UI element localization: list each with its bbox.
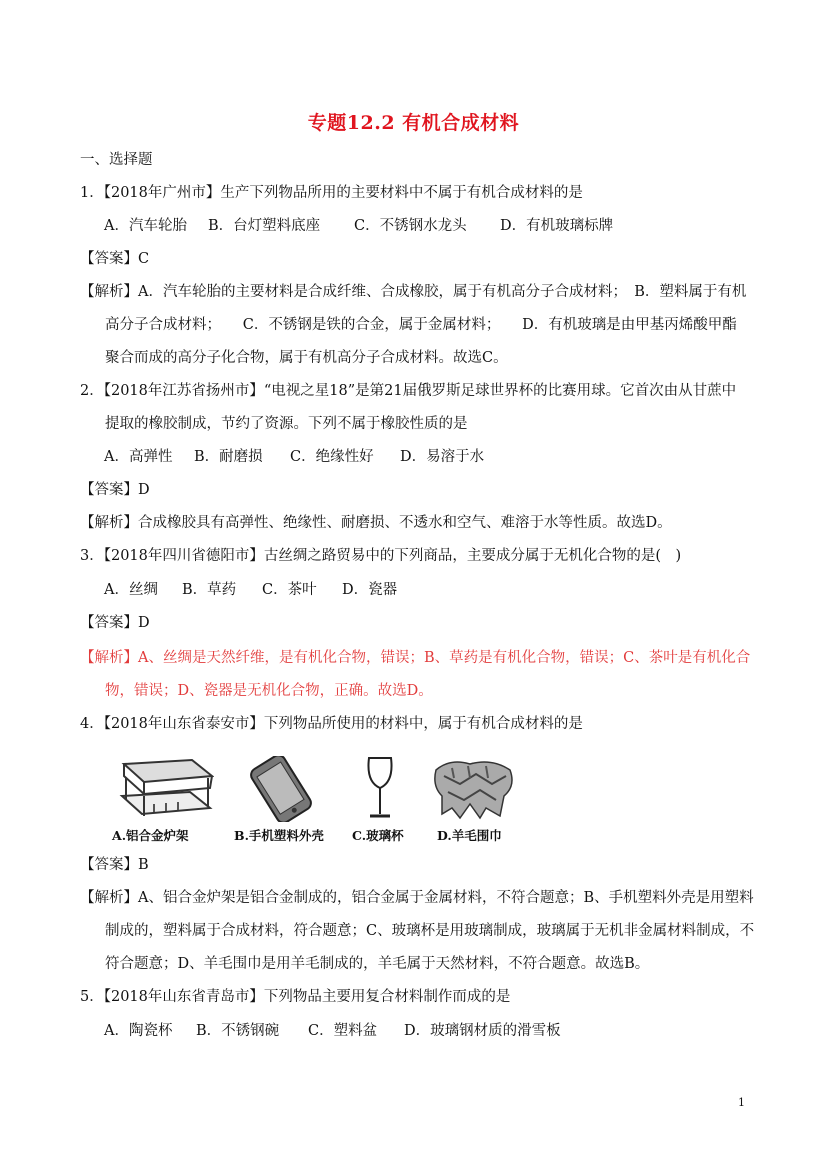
question-4-analysis-line: 【解析】A、铝合金炉架是铝合金制成的，铝合金属于金属材料，不符合题意；B、手机塑料外壳是用塑料 [80,890,754,906]
option-b: B．不锈钢碗 [196,1023,280,1039]
phone-case-image [240,756,322,822]
question-4-stem: 4．【2018年山东省泰安市】下列物品所使用的材料中，属于有机合成材料的是 [80,716,583,732]
question-1-stem: 1．【2018年广州市】生产下列物品所用的主要材料中不属于有机合成材料的是 [80,185,583,201]
option-d: D．有机玻璃标牌 [500,218,614,234]
option-a: A．陶瓷杯 [104,1023,173,1039]
question-3-analysis-line: 【解析】A、丝绸是天然纤维，是有机化合物，错误；B、草药是有机化合物，错误；C、茶叶是有机化合 [80,650,751,666]
figure-caption-d: D.羊毛围巾 [437,828,502,843]
question-1-analysis-line: 高分子合成材料； C．不锈钢是铁的合金，属于金属材料； D．有机玻璃是由甲基丙烯酸甲酯 [105,317,737,333]
option-d: D．玻璃钢材质的滑雪板 [404,1023,561,1039]
question-1-answer: 【答案】C [80,251,150,267]
figure-caption-c: C.玻璃杯 [352,828,404,843]
question-1-options [104,216,613,236]
section-heading: 一、选择题 [80,152,153,168]
page-title: 专题12.2 有机合成材料 [307,112,520,134]
figure-caption-a: A.铝合金炉架 [112,828,189,843]
wool-scarf-image [430,756,516,822]
question-4-analysis-line: 符合题意；D、羊毛围巾是用羊毛制成的，羊毛属于天然材料，不符合题意。故选B。 [105,956,650,972]
question-2-analysis-line: 【解析】合成橡胶具有高弹性、绝缘性、耐磨损、不透水和空气、难溶于水等性质。故选D。 [80,515,672,531]
question-5-options [104,1021,561,1041]
glass-cup-image [360,756,400,822]
question-3-answer: 【答案】D [80,615,150,631]
question-1-analysis-line: 【解析】A．汽车轮胎的主要材料是合成纤维、合成橡胶，属于有机高分子合成材料； B．塑料属于有机 [80,284,747,300]
stove-rack-image [114,756,214,822]
question-3-options [104,580,397,600]
option-c: C．茶叶 [262,582,317,598]
option-a: A．高弹性 [104,449,173,465]
option-a: A．汽车轮胎 [104,218,187,234]
question-4-figures [112,756,532,848]
question-4-answer: 【答案】B [80,857,149,873]
question-2-stem-cont: 提取的橡胶制成，节约了资源。下列不属于橡胶性质的是 [105,416,468,432]
question-4-analysis-line: 制成的，塑料属于合成材料，符合题意；C、玻璃杯是用玻璃制成，玻璃属于无机非金属材料制成，不 [105,923,755,939]
option-c: C．塑料盆 [308,1023,378,1039]
option-b: B．台灯塑料底座 [208,218,321,234]
option-b: B．耐磨损 [194,449,263,465]
question-2-stem: 2．【2018年江苏省扬州市】“电视之星18”是第21届俄罗斯足球世界杯的比赛用球。它首次由从甘蔗中 [80,383,737,399]
page-number: 1 [738,1096,745,1109]
figure-caption-b: B.手机塑料外壳 [234,828,324,843]
option-c: C．绝缘性好 [290,449,374,465]
question-2-options [104,447,484,467]
option-d: D．易溶于水 [400,449,485,465]
option-b: B．草药 [182,582,237,598]
question-3-stem: 3．【2018年四川省德阳市】古丝绸之路贸易中的下列商品，主要成分属于无机化合物的是( ) [80,548,682,564]
question-3-analysis-line: 物，错误；D、瓷器是无机化合物，正确。故选D。 [105,683,433,699]
question-2-answer: 【答案】D [80,482,150,498]
option-c: C．不锈钢水龙头 [354,218,467,234]
option-a: A．丝绸 [104,582,158,598]
question-5-stem: 5．【2018年山东省青岛市】下列物品主要用复合材料制作而成的是 [80,989,511,1005]
question-1-analysis-line: 聚合而成的高分子化合物，属于有机高分子合成材料。故选C。 [105,350,508,366]
option-d: D．瓷器 [342,582,398,598]
